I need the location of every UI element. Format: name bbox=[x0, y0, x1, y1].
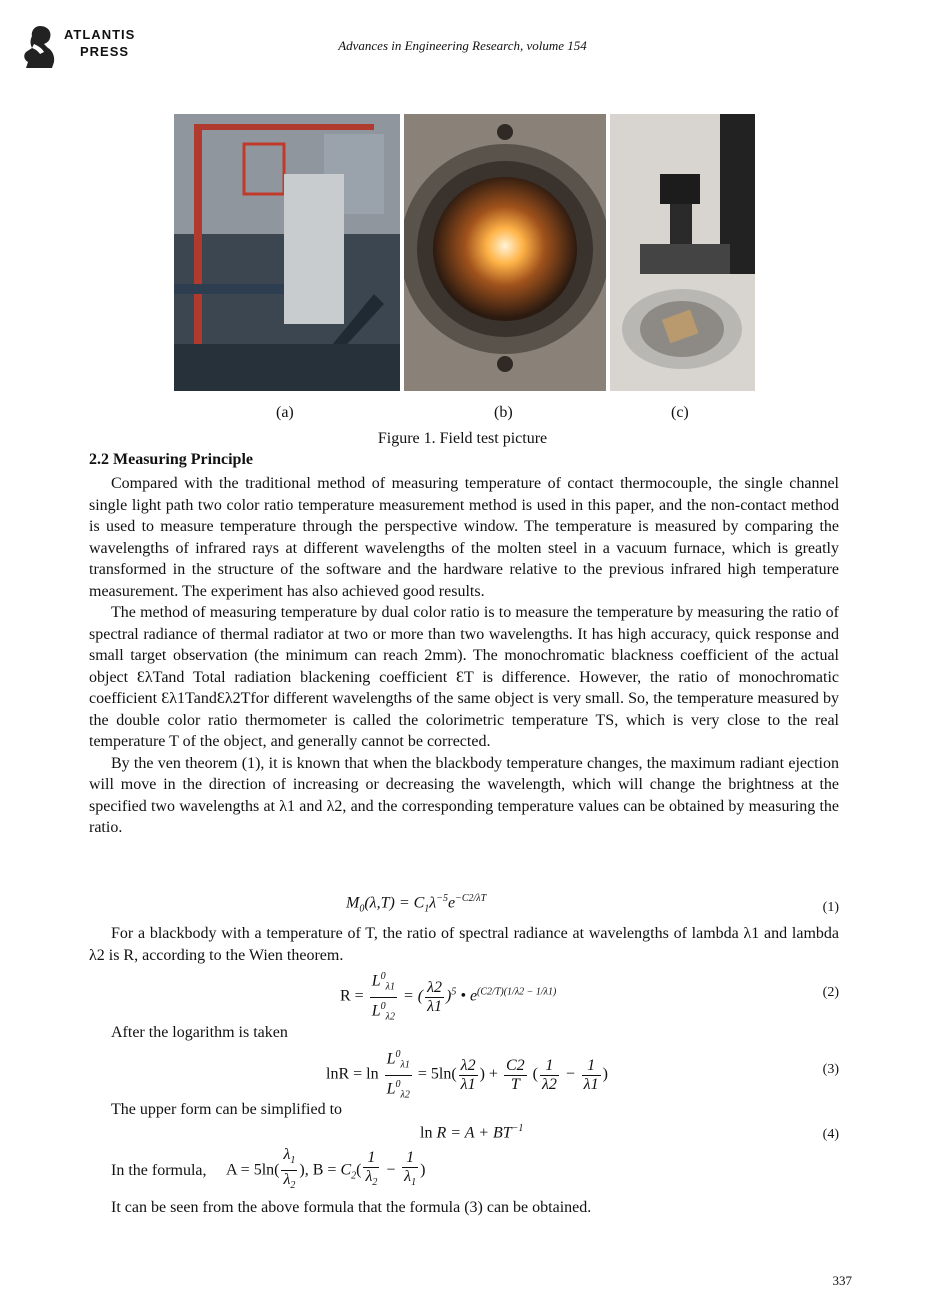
paragraph-3: By the ven theorem (1), it is known that when the blackbody temperature changes, the maximum radiant ejection will move in the direction of increasing or decreasing the wavelength, which will change the brightness at the specified two wavelengths at λ1 and λ2, and the corresponding temperature values can be obtained by measuring the ratio. bbox=[89, 754, 839, 836]
logo-line1: ATLANTIS bbox=[64, 27, 136, 42]
paragraph-after-eq3: The upper form can be simplified to bbox=[111, 1101, 343, 1118]
body-paragraphs bbox=[89, 473, 839, 839]
conclusion-paragraph: It can be seen from the above formula that the formula (3) can be obtained. bbox=[111, 1199, 592, 1216]
equation-4-number: (4) bbox=[822, 1127, 839, 1142]
subfigure-label-b: (b) bbox=[494, 404, 513, 421]
photo-b-molten-steel bbox=[404, 114, 606, 391]
logo-line2: PRESS bbox=[80, 44, 130, 59]
equation-3-number: (3) bbox=[822, 1062, 839, 1077]
equation-1-number: (1) bbox=[822, 900, 839, 915]
journal-header: Advances in Engineering Research, volume 154 bbox=[338, 38, 587, 53]
subfigure-label-a: (a) bbox=[276, 404, 294, 421]
photo-a-furnace bbox=[174, 114, 400, 391]
figure-caption: Figure 1. Field test picture bbox=[377, 430, 548, 447]
equation-2: R = $\frac{L^0_{\lambda 1}}{L^0_{\lambda 2}}$ = ( $\frac{\lambda 2}{\lambda 1}$ )$^5$ • $e^{(C2/T)(1/\lambda 2 - 1/\lambda 1)}$ bbox=[340, 968, 556, 1026]
equation-4: $\ln R = A + BT^{-1}$ bbox=[420, 1123, 524, 1142]
photo-c-thermometer bbox=[610, 114, 755, 391]
equation-1: $M_0(\lambda,T) = C_1\lambda^{-5}e^{-C2/\lambda T}$ bbox=[346, 893, 487, 915]
paragraph-1: Compared with the traditional method of measuring temperature of contact thermocouple, the single channel single light path two color ratio temperature measurement method is used in this paper, and the non-contact method is used to measure temperature through the perspective window. The temperature is measured by comparing the wavelengths of infrared rays at different wavelengths of the molten steel in a vacuum furnace, which is greatly transformed in the structure of the software and the hardware relative to the previous infrared high temperature measurement. The experiment has also achieved good results. bbox=[89, 475, 839, 600]
equation-3: lnR = ln $\frac{L^0_{\lambda 1}}{L^0_{\lambda 2}}$ = 5ln( $\frac{\lambda 2}{\lambda 1}$ ) + $\frac{C2}{T}$ ( $\frac{1}{\lambda 2}$ − $\frac{1}{\lambda 1}$ ) bbox=[326, 1046, 608, 1104]
subfigure-label-c: (c) bbox=[671, 404, 689, 421]
paragraph-2: The method of measuring temperature by dual color ratio is to measure the temperature by measuring the ratio of spectral radiance of thermal radiator at two or more than two wavelengths. It has high accuracy, quick response and small target observation (the minimum can reach 2mm). The monochromatic blackness coefficient of the actual object ƐλTand Total radiation blackening coefficient ƐT is difference. However, the ratio of monochromatic coefficient Ɛλ1TandƐλ2Tfor different wavelengths of the same object is very small. So, the temperature measured by the double color ratio thermometer is called the colorimetric temperature TS, which is very close to the real temperature T of the object, and generally cannot be corrected. bbox=[89, 604, 839, 750]
section-heading: 2.2 Measuring Principle bbox=[89, 451, 253, 468]
paragraph-after-eq1: For a blackbody with a temperature of T, the ratio of spectral radiance at wavelengths of lambda λ1 and lambda λ2 is R, according to the Wien theorem. bbox=[89, 925, 839, 964]
page-number: 337 bbox=[832, 1273, 852, 1288]
paragraph-after-eq2: After the logarithm is taken bbox=[111, 1024, 288, 1041]
equation-2-number: (2) bbox=[822, 985, 839, 1000]
equation-constants: A = 5ln( $\frac{\lambda_1}{\lambda_2}$ ), $B = C_2$( $\frac{1}{\lambda_2}$ − $\frac{1}{\lambda_1}$ ) bbox=[226, 1146, 426, 1192]
paragraph-in-formula: In the formula, bbox=[111, 1162, 207, 1179]
